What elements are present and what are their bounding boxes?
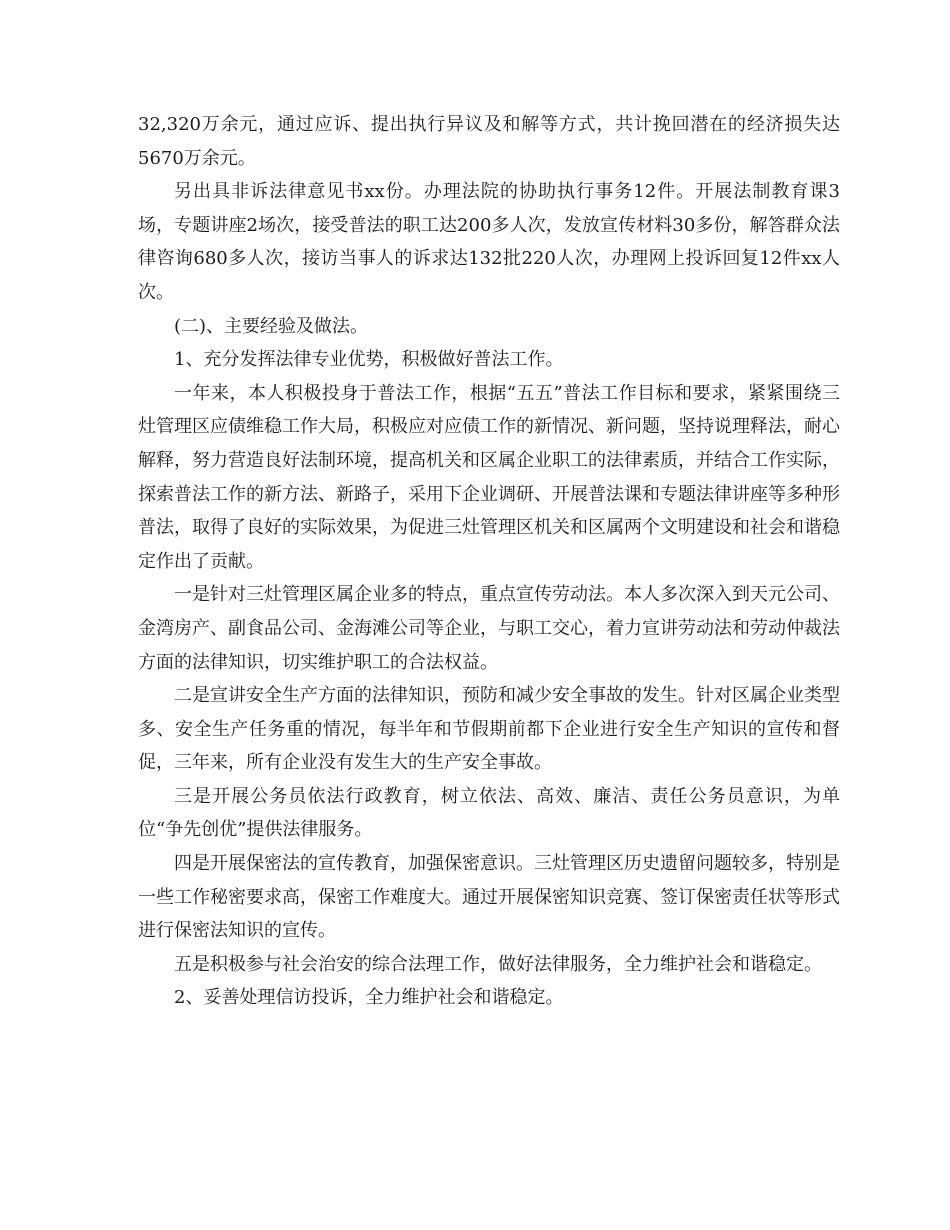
subheading-2: 2、妥善处理信访投诉，全力维护社会和谐稳定。 [174, 987, 564, 1009]
paragraph-8: 三是开展公务员依法行政教育，树立依法、高效、廉洁、责任公务员意识，为单位“争先创优”提供法律服务。 [138, 785, 840, 841]
paragraph-2: 另出具非诉法律意见书xx份。办理法院的协助执行事务12件。开展法制教育课3场，专题讲座2场次，接受普法的职工达200多人次，发放宣传材料30多份，解答群众法律咨询680多人次，接访当事人的诉求达132批220人次，办理网上投诉回复12件xx人次。 [138, 181, 840, 303]
paragraph-9: 四是开展保密法的宣传教育，加强保密意识。三灶管理区历史遗留问题较多，特别是一些工作秘密要求高，保密工作难度大。通过开展保密知识竞赛、签订保密责任状等形式进行保密法知识的宣传。 [138, 853, 840, 942]
subheading-1: 1、充分发挥法律专业优势，积极做好普法工作。 [174, 349, 564, 371]
paragraph-1: 32,320万余元，通过应诉、提出执行异议及和解等方式，共计挽回潜在的经济损失达5670万余元。 [138, 114, 840, 169]
section-heading-2: (二)、主要经验及做法。 [174, 315, 369, 337]
paragraph-6: 一是针对三灶管理区属企业多的特点，重点宣传劳动法。本人多次深入到天元公司、金湾房产、副食品公司、金海滩公司等企业，与职工交心，着力宣讲劳动法和劳动仲裁法方面的法律知识，切实维护职工的合法权益。 [138, 584, 840, 673]
paragraph-10: 五是积极参与社会治安的综合法理工作，做好法律服务，全力维护社会和谐稳定。 [174, 953, 822, 975]
paragraph-7: 二是宣讲安全生产方面的法律知识，预防和减少安全事故的发生。针对区属企业类型多、安全生产任务重的情况，每半年和节假期前都下企业进行安全生产知识的宣传和督促，三年来，所有企业没有发生大的生产安全事故。 [138, 685, 840, 774]
paragraph-5: 一年来，本人积极投身于普法工作，根据“五五”普法工作目标和要求，紧紧围绕三灶管理区应债维稳工作大局，积极应对应债工作的新情况、新问题，坚持说理释法，耐心解释，努力营造良好法制环境，提高机关和区属企业职工的法律素质，并结合工作实际，探索普法工作的新方法、新路子，采用下企业调研、开展普法课和专题法律讲座等多种形普法，取得了良好的实际效果，为促进三灶管理区机关和区属两个文明建设和社会和谐稳定作出了贡献。 [138, 382, 840, 572]
